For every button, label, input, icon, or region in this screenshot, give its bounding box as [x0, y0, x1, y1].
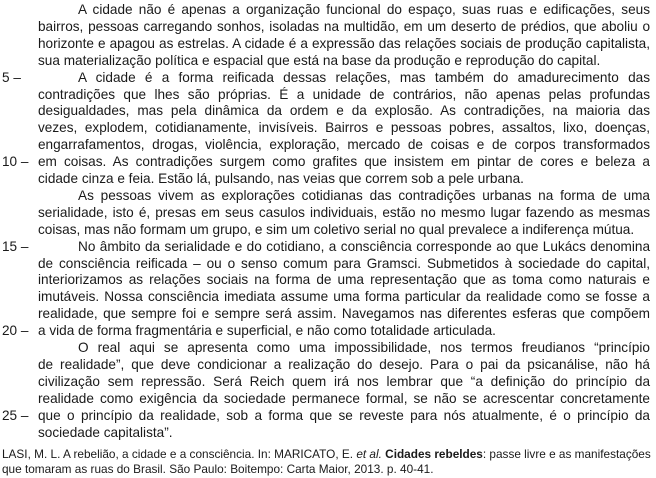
line-number: 5 –	[2, 69, 21, 85]
line-number: 15 –	[2, 238, 29, 254]
line-text: horizonte e apagou as estrelas. A cidade é a expressão das relações sociais de produção capitalista,	[38, 35, 650, 51]
line-text: bairros, pessoas carregando sonhos, isoladas na multidão, em um deserto de prédios, que aboliu o	[38, 18, 650, 34]
text-line	[0, 322, 656, 339]
text-line	[0, 221, 656, 238]
line-text: O real aqui se apresenta como uma impossibilidade, nos termos freudianos “princípio	[78, 340, 650, 355]
line-text: que o princípio da realidade, sob a forma que se reveste para nós atualmente, é o princípio da	[38, 407, 650, 423]
line-text: A cidade é a forma reificada dessas relações, mas também do amadurecimento das	[78, 69, 650, 85]
line-text: realidade como exigência da sociedade permanece formal, se não se acrescentar concretamente	[38, 390, 650, 406]
line-text: em coisas. As contradições surgem como grafites que insistem em pintar de cores e beleza a	[38, 154, 650, 170]
text-line	[0, 238, 656, 255]
line-text: civilização sem repressão. Será Reich quem irá nos lembrar que “a definição do princípio da	[38, 373, 650, 389]
text-line	[0, 86, 656, 103]
text-line	[0, 288, 656, 305]
line-text: imutáveis. Nossa consciência imediata assume uma forma particular da realidade como se fosse a	[38, 289, 650, 305]
line-number: 20 –	[2, 323, 29, 339]
line-text: No âmbito da serialidade e do cotidiano, a consciência corresponde ao que Lukács denomina	[78, 238, 650, 254]
citation-line-2: que tomaram as ruas do Brasil. São Paulo: Boitempo: Carta Maior, 2013. p. 40-41.	[2, 462, 434, 476]
text-line	[0, 424, 656, 441]
line-text: desigualdades, mas pela dinâmica da ordem e da explosão. As contradições, na maioria das	[38, 103, 650, 119]
text-line	[0, 69, 656, 86]
line-text: de consciência reificada – ou o senso comum para Gramsci. Submetidos à sociedade do capital,	[38, 255, 650, 271]
text-line	[0, 255, 656, 272]
text-line	[0, 102, 656, 119]
line-text: cidade cinza e feia. Estão lá, pulsando, nas veias que correm sob a pele urbana.	[38, 171, 524, 186]
text-line	[0, 119, 656, 136]
line-text: engarrafamentos, drogas, violência, exploração, mercado de coisas e de corpos transformados	[38, 137, 650, 153]
text-line	[0, 52, 656, 69]
text-line	[0, 18, 656, 35]
line-text: interiorizamos as relações sociais na forma de uma representação que as toma como naturais e	[38, 272, 650, 288]
text-line	[0, 187, 656, 204]
text-line	[0, 407, 656, 424]
text-line	[0, 390, 656, 407]
text-line	[0, 153, 656, 170]
line-number: 10 –	[2, 154, 29, 170]
citation-line-1: LASI, M. L. A rebelião, a cidade e a consciência. In: MARICATO, E. et al. Cidades rebeldes: passe livre e as manifestações	[2, 447, 651, 461]
text-line	[0, 170, 656, 187]
line-text: A cidade não é apenas a organização funcional do espaço, suas ruas e edificações, seus	[78, 2, 650, 17]
line-text: serialidade, isto é, presas em seus casulos individuais, estão no mesmo lugar fazendo as mesmas	[38, 204, 650, 220]
text-line	[0, 204, 656, 221]
line-text: vezes, explodem, cotidianamente, invisíveis. Bairros e pessoas pobres, assaltos, lixo, doenças,	[38, 120, 650, 136]
text-line	[0, 271, 656, 288]
line-text: As pessoas vivem as explorações cotidianas das contradições urbanas na forma de uma	[78, 187, 650, 203]
line-text: a vida de forma fragmentária e superficial, e não como totalidade articulada.	[38, 323, 496, 339]
line-text: de realidade”, que deve condicionar a realização do desejo. Para o pai da psicanálise, não há	[38, 356, 650, 372]
text-line	[0, 373, 656, 390]
line-text: sociedade capitalista”.	[38, 424, 173, 440]
line-number: 25 –	[2, 407, 29, 423]
line-text: realidade, que sempre foi e sempre será assim. Navegamos nas diferentes esferas que compõem	[38, 306, 650, 322]
citation	[2, 447, 652, 477]
text-line	[0, 35, 656, 52]
line-text: sua materialização política e espacial que está na base da produção e reprodução do capital.	[38, 52, 601, 68]
line-text: coisas, mas não formam um grupo, e sim um coletivo serial no qual prevalece a indiferença mútua.	[38, 221, 635, 237]
text-line	[0, 305, 656, 322]
line-text: contradições que lhes são próprias. É a unidade de contrários, não apenas pelas profundas	[38, 86, 650, 102]
text-line	[0, 1, 656, 18]
text-line	[0, 356, 656, 373]
text-line	[0, 136, 656, 153]
text-line	[0, 339, 656, 356]
